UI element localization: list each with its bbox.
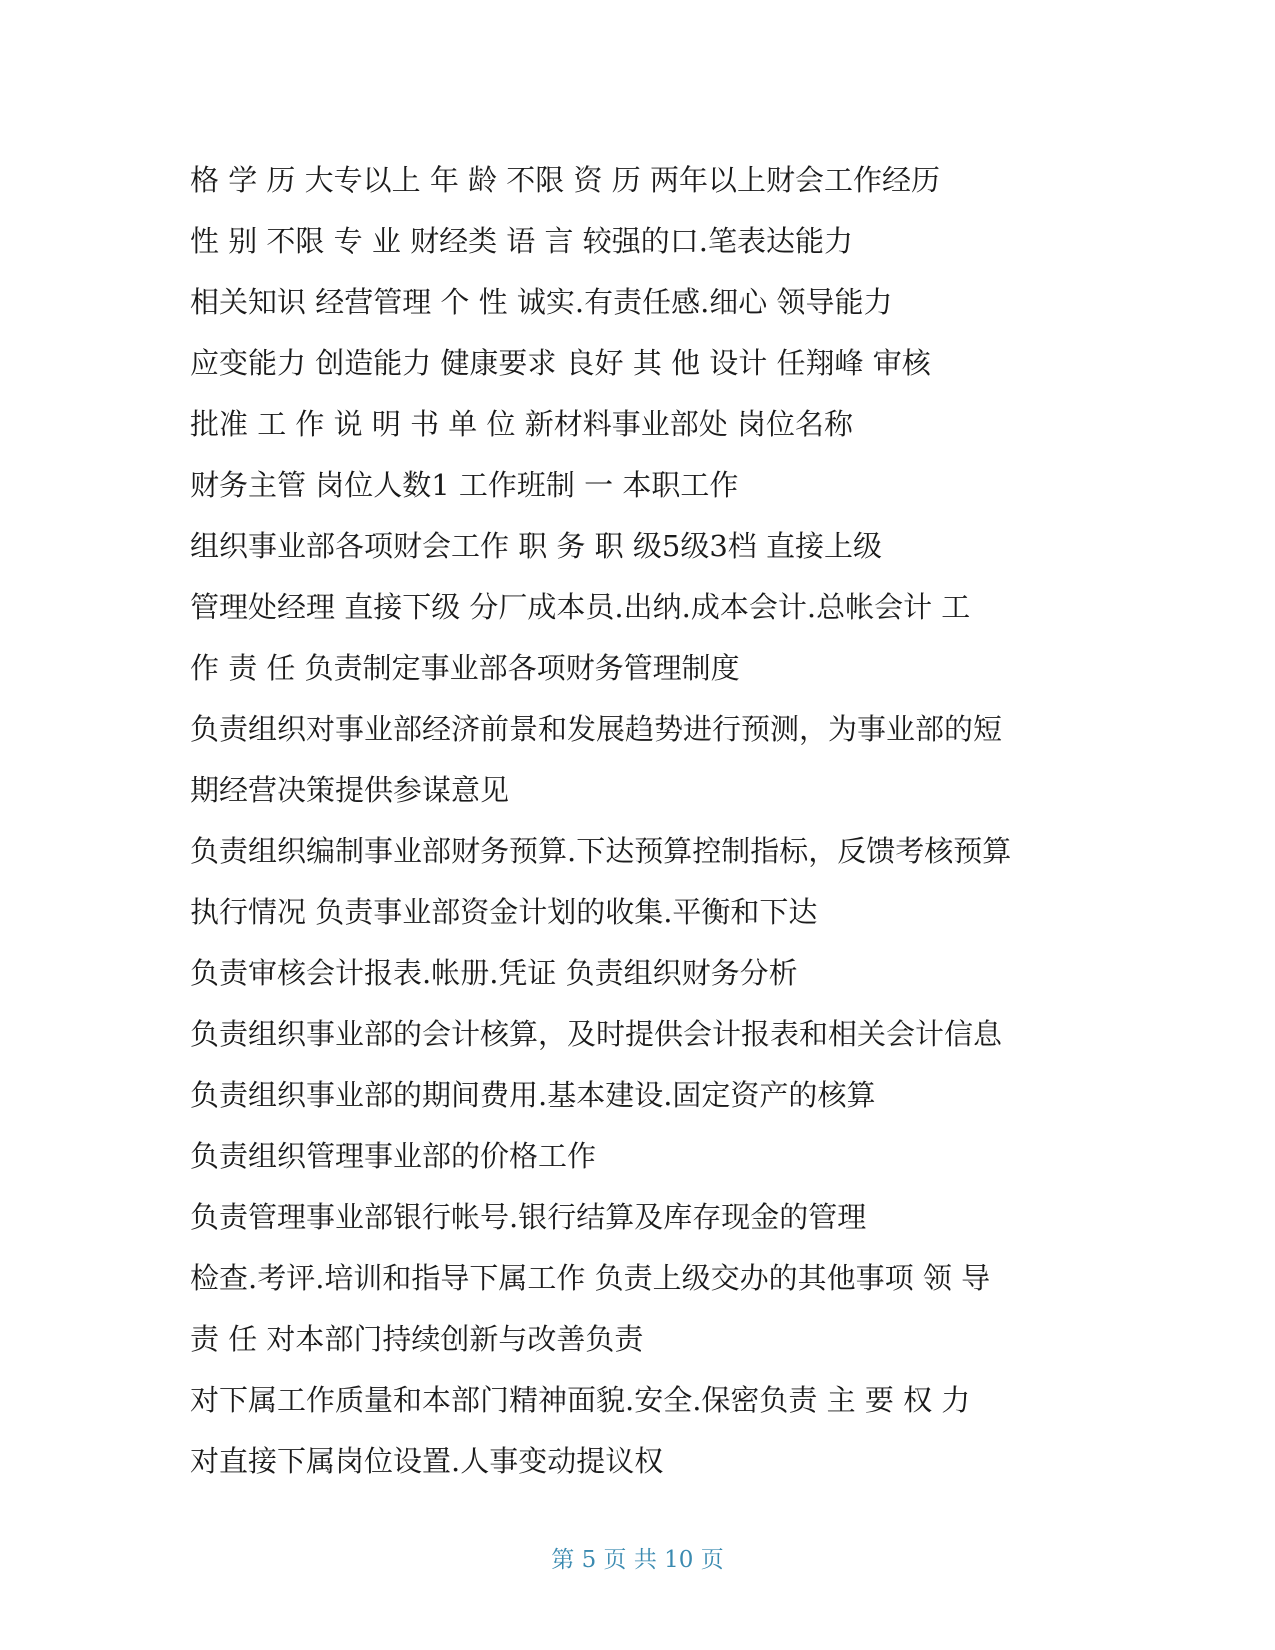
text-line: 性 别 不限 专 业 财经类 语 言 较强的口.笔表达能力 — [190, 224, 853, 258]
text-line: 检查.考评.培训和指导下属工作 负责上级交办的其他事项 领 导 — [190, 1261, 991, 1295]
text-line: 负责审核会计报表.帐册.凭证 负责组织财务分析 — [190, 956, 798, 990]
text-line: 负责组织编制事业部财务预算.下达预算控制指标，反馈考核预算 — [190, 834, 1012, 868]
text-line: 负责组织事业部的会计核算，及时提供会计报表和相关会计信息 — [190, 1017, 1003, 1051]
text-line: 应变能力 创造能力 健康要求 良好 其 他 设计 任翔峰 审核 — [190, 346, 931, 380]
text-line: 组织事业部各项财会工作 职 务 职 级5级3档 直接上级 — [190, 529, 882, 563]
text-line: 对直接下属岗位设置.人事变动提议权 — [190, 1444, 664, 1478]
document-body — [190, 150, 1090, 1492]
text-line: 负责管理事业部银行帐号.银行结算及库存现金的管理 — [190, 1200, 867, 1234]
text-line: 作 责 任 负责制定事业部各项财务管理制度 — [190, 651, 740, 685]
text-line: 责 任 对本部门持续创新与改善负责 — [190, 1322, 644, 1356]
text-line: 管理处经理 直接下级 分厂成本员.出纳.成本会计.总帐会计 工 — [190, 590, 971, 624]
text-line: 负责组织管理事业部的价格工作 — [190, 1139, 597, 1173]
text-line: 批准 工 作 说 明 书 单 位 新材料事业部处 岗位名称 — [190, 407, 853, 441]
text-line: 格 学 历 大专以上 年 龄 不限 资 历 两年以上财会工作经历 — [190, 163, 940, 197]
text-line: 相关知识 经营管理 个 性 诚实.有责任感.细心 领导能力 — [190, 285, 893, 319]
text-line: 对下属工作质量和本部门精神面貌.安全.保密负责 主 要 权 力 — [190, 1383, 971, 1417]
text-line: 期经营决策提供参谋意见 — [190, 773, 510, 807]
text-line: 负责组织对事业部经济前景和发展趋势进行预测，为事业部的短 — [190, 712, 1003, 746]
text-line: 执行情况 负责事业部资金计划的收集.平衡和下达 — [190, 895, 818, 929]
page-number-footer: 第 5 页 共 10 页 — [551, 1547, 724, 1573]
text-line: 负责组织事业部的期间费用.基本建设.固定资产的核算 — [190, 1078, 876, 1112]
text-line: 财务主管 岗位人数1 工作班制 一 本职工作 — [190, 468, 739, 502]
